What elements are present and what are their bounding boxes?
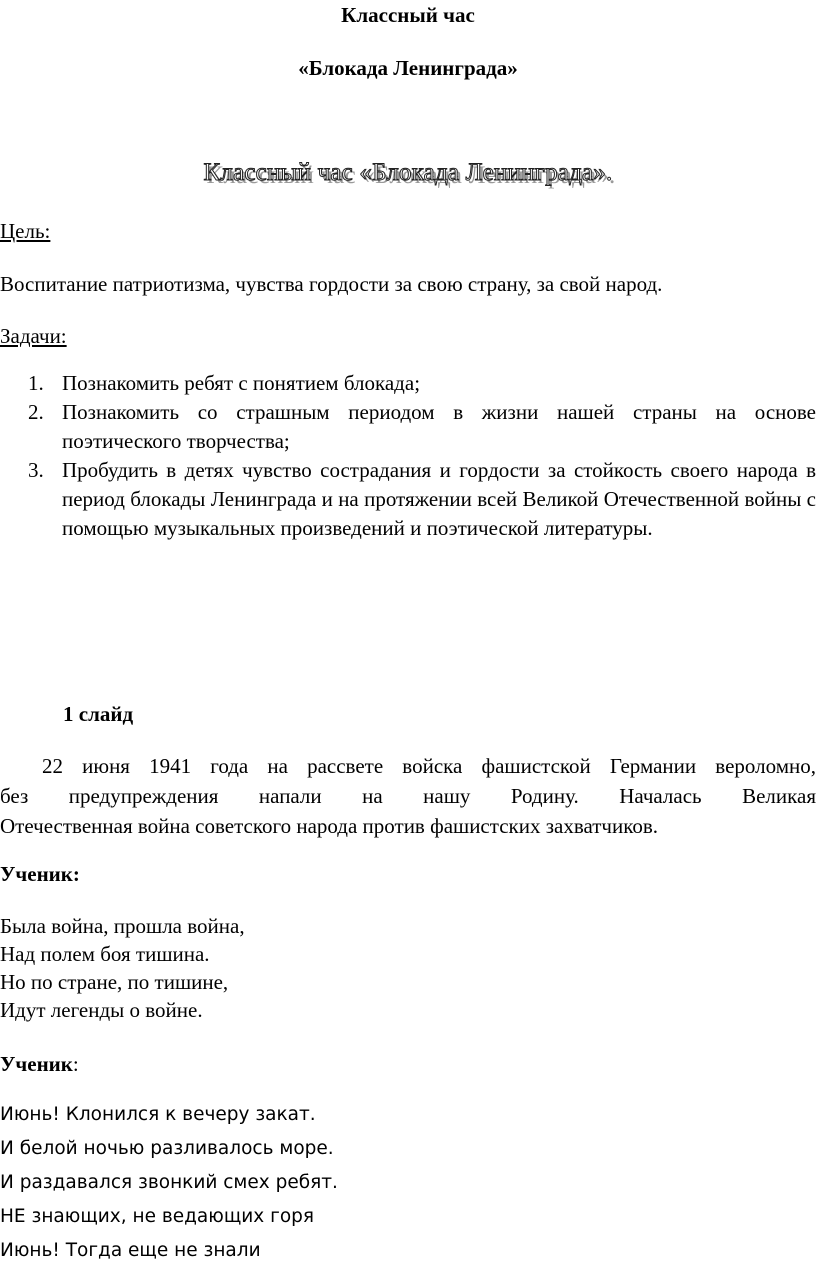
slide-heading: 1 слайд xyxy=(63,702,134,726)
decorative-wordart-title: Классный час «Блокада Ленинграда». xyxy=(203,159,613,186)
list-item-number: 2. xyxy=(28,400,44,424)
document-subtitle: «Блокада Ленинграда» xyxy=(298,56,518,80)
poem-line: Идут легенды о войне. xyxy=(0,998,203,1022)
poem-line: И раздавался звонкий смех ребят. xyxy=(0,1172,338,1193)
paragraph-line: Отечественная война советского народа против фашистских захватчиков. xyxy=(0,814,659,838)
student-label-text: Ученик xyxy=(0,1052,73,1076)
goal-text: Воспитание патриотизма, чувства гордости за свою страну, за свой народ. xyxy=(0,272,663,296)
poem-line: Над полем боя тишина. xyxy=(0,942,210,966)
tasks-label: Задачи: xyxy=(0,324,67,348)
document-title: Классный час xyxy=(341,3,475,27)
poem-line: НЕ знающих, не ведающих горя xyxy=(0,1206,315,1227)
paragraph-line: 22 июня 1941 года на рассвете войска фашистской Германии вероломно, xyxy=(42,754,816,778)
list-item-text: Пробудить в детях чувство сострадания и гордости за стойкость своего народа в период блокады Ленинграда и на протяжении всей Великой Отечественной войны с помощью музыкальных произведений и поэтической литературы. xyxy=(62,458,816,540)
student-label-colon: : xyxy=(72,1052,79,1076)
slide-paragraph xyxy=(0,751,816,841)
poem-line: Была война, прошла война, xyxy=(0,914,245,938)
list-item-number: 3. xyxy=(28,458,44,482)
poem-line: И белой ночью разливалось море. xyxy=(0,1138,334,1159)
list-item xyxy=(28,456,816,543)
list-item xyxy=(28,398,816,456)
goal-label: Цель: xyxy=(0,219,51,243)
poem-line: Июнь! Тогда еще не знали xyxy=(0,1240,261,1261)
list-item-text: Познакомить ребят с понятием блокада; xyxy=(62,371,421,395)
poem-line: Но по стране, по тишине, xyxy=(0,970,229,994)
list-item-text: Познакомить со страшным периодом в жизни нашей страны на основе поэтического творчества; xyxy=(62,400,816,453)
tasks-list xyxy=(28,369,816,543)
list-item-number: 1. xyxy=(28,371,44,395)
list-item xyxy=(28,369,816,398)
student-label: Ученик: xyxy=(0,862,80,886)
paragraph-line: без предупреждения напали на нашу Родину. Началась Великая xyxy=(0,784,816,808)
poem-line: Июнь! Клонился к вечеру закат. xyxy=(0,1104,316,1125)
student-label xyxy=(0,1049,79,1079)
